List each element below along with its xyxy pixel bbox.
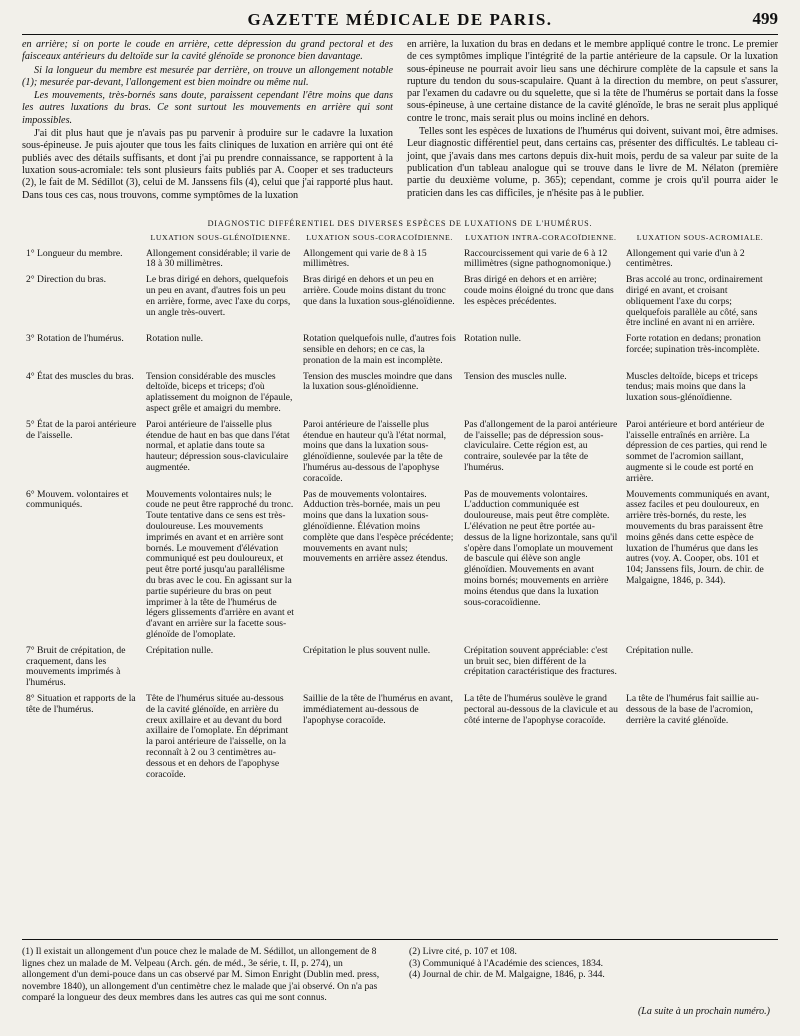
table-cell: Bras dirigé en dehors et en arrière; coude moins éloigné du tronc que dans les espèces précédentes. <box>464 274 614 307</box>
table-title: DIAGNOSTIC DIFFÉRENTIEL DES DIVERSES ESPÈCES DE LUXATIONS DE L'HUMÉRUS. <box>207 218 593 228</box>
table-cell: Crépitation le plus souvent nulle. <box>303 644 431 656</box>
table-cell: Allongement considérable; il varie de 18 à 30 millimètres. <box>146 247 291 270</box>
row-label: 7° Bruit de crépitation, de craquement, dans les mouvements imprimés à l'humérus. <box>26 644 126 689</box>
footnotes-left <box>22 946 391 1004</box>
diagnostic-table <box>22 233 778 785</box>
table-cell: Rotation nulle. <box>464 333 522 345</box>
table-row <box>22 694 778 785</box>
table-header-row <box>22 233 778 249</box>
table-cell: Crépitation nulle. <box>146 644 214 656</box>
table-cell: Pas d'allongement de la paroi antérieure de l'aisselle; pas de dépression sous-claviculaire. Cette région est, au contraire, soulevée par la tête de l'humérus. <box>464 418 618 473</box>
intro-paragraph: J'ai dit plus haut que je n'avais pas pu parvenir à produire sur le cadavre la luxation sous-épineuse. Je puis ajouter que tous les faits cliniques de luxation en arrière qui ont été publiés avec des détails suffisants, et dont j'ai pu prendre connaissance, se rapportent à la luxation sous-acromiale: tels sont plusieurs faits publiés par A. Cooper et ses traducteurs (2), le fait de M. Sédillot (3), celui de M. Janssens fils (4), celui que j'ai rapporté plus haut. Dans tous ces cas, nous trouvons, comme symptômes de la luxation <box>22 128 393 201</box>
intro-paragraph: en arrière, la luxation du bras en dedans et le membre appliqué contre le tronc. Le premier de ces symptômes implique l'intégrité de la partie antérieure de la capsule. Or la luxation sous-épineuse ne pourrait avoir lieu sans une déchirure complète de la capsule et sans la rupture du tendon du sous-scapulaire. Quant à la direction du membre, on peut s'assurer, par l'examen du cadavre ou du squelette, que si la tête de l'humérus se portait dans la fosse sous-épineuse, à une certaine distance de la cavité glénoïde, le bras ne serait plus appliqué contre le tronc, mais serait plus ou moins incliné en dehors. <box>407 39 778 124</box>
table-cell: Allongement qui varie de 8 à 15 millimètres. <box>303 247 427 270</box>
table-cell: Rotation nulle. <box>146 333 204 345</box>
footnote-1: (1) Il existait un allongement d'un pouce chez le malade de M. Sédillot, un allongement de 8 lignes chez un malade de M. Velpeau (Arch. gén. de méd., 3e série, t. II, p. 274), un allongement d'un demi-pouce dans un cas observé par M. Simon Enright (Dublin med. press, novembre 1840), un allongement d'un centimètre chez le malade que j'ai observé. On n'a pas comparé la longueur des deux membres dans les autres cas qui me sont connus. <box>22 946 380 1004</box>
continued-note: (La suite à un prochain numéro.) <box>637 1006 770 1017</box>
column-header: LUXATION SOUS-GLÉNOÏDIENNE. <box>150 232 291 242</box>
table-cell: Paroi antérieure de l'aisselle plus étendue de haut en bas que dans l'état normal, et aplatie dans toute sa hauteur; dépression sous-claviculaire augmentée. <box>146 418 290 473</box>
footnote-4: (4) Journal de chir. de M. Malgaigne, 1846, p. 344. <box>409 969 605 981</box>
row-label: 6° Mouvem. volontaires et communiqués. <box>26 488 129 511</box>
table-cell: Le bras dirigé en dehors, quelquefois un peu en avant, d'autres fois un peu en arrière, forme, avec l'axe du corps, un angle très-ouvert. <box>146 274 291 318</box>
row-label: 4° État des muscles du bras. <box>26 370 134 382</box>
table-cell: Tension des muscles nulle. <box>464 370 567 382</box>
table-cell: La tête de l'humérus fait saillie au-dessous de la base de l'acromion, derrière la cavité glénoïde. <box>626 692 759 726</box>
footnote-3: (3) Communiqué à l'Académie des sciences, 1834. <box>409 957 604 969</box>
row-label: 3° Rotation de l'humérus. <box>26 333 124 345</box>
table-cell: Saillie de la tête de l'humérus en avant, immédiatement au-dessous de l'apophyse coracoïde. <box>303 692 453 726</box>
table-row <box>22 249 778 276</box>
table-row <box>22 420 778 490</box>
intro-paragraph: en arrière; si on porte le coude en arrière, cette dépression du grand pectoral et des faisceaux antérieurs du deltoïde sur la cavité glénoïde se prononce bien davantage. <box>22 39 393 63</box>
table-cell: La tête de l'humérus soulève le grand pectoral au-dessous de la clavicule et au côté interne de l'apophyse coracoïde. <box>464 692 618 726</box>
row-label: 2° Direction du bras. <box>26 274 107 286</box>
column-header: LUXATION INTRA-CORACOÏDIENNE. <box>465 232 617 242</box>
table-cell: Crépitation souvent appréciable: c'est un bruit sec, bien différent de la crépitation caractéristique des fractures. <box>464 644 617 678</box>
table-cell: Mouvements communiqués en avant, assez faciles et peu douloureux, en arrière très-bornés, du reste, les mouvements du bras paraissent être moins gênés dans cette espèce de luxation de l'humérus que dans les autres (voy. A. Cooper, obs. 101 et 104; Janssens fils, Journ. de chir. de Malgaigne, 1846, p. 344). <box>626 488 770 586</box>
table-cell: Tension des muscles moindre que dans la luxation sous-glénoïdienne. <box>303 370 453 393</box>
footnotes <box>22 939 778 1004</box>
table-cell: Rotation quelquefois nulle, d'autres fois sensible en dehors; en ce cas, la pronation de la main est incomplète. <box>303 333 456 366</box>
row-label: 5° État de la paroi antérieure de l'aisselle. <box>26 418 137 441</box>
table-cell: Bras accolé au tronc, ordinairement dirigé en avant, et croisant obliquement l'axe du corps; quelquefois parallèle au côté, sans être incliné en avant ni en arrière. <box>626 274 763 329</box>
table-cell: Forte rotation en dedans; pronation forcée; supination très-incomplète. <box>626 333 761 356</box>
row-label-header <box>22 233 142 249</box>
intro-right-column <box>407 39 778 203</box>
table-body <box>22 249 778 786</box>
row-label: 1° Longueur du membre. <box>26 247 123 259</box>
table-cell: Tension considérable des muscles deltoïde, biceps et triceps; d'où aplatissement du moignon de l'épaule, aspect grêle et amaigri du membre. <box>146 370 293 415</box>
table-cell: Raccourcissement qui varie de 6 à 12 millimètres (signe pathognomonique.) <box>464 247 611 270</box>
table-row <box>22 372 778 420</box>
column-header: LUXATION SOUS-CORACOÏDIENNE. <box>306 232 453 242</box>
table-cell: Mouvements volontaires nuls; le coude ne peut être rapproché du tronc. Toute tentative dans ce sens est très-douloureuse. Les mouvements imprimés en avant et en arrière sont bornés. Le mouvement d'élévation communiqué est peu douloureux, et peut être porté jusqu'au parallélisme du bras avec le cou. En agissant sur la partie supérieure du bras on peut imprimer à la tête de l'humérus de légers glissements d'arrière en avant et d'avant en arrière sur la facette sous-glénoïde de l'omoplate. <box>146 488 294 640</box>
table-cell: Tête de l'humérus située au-dessous de la cavité glénoïde, en arrière du creux axillaire et au devant du bord axillaire de l'omoplate. En déprimant la paroi antérieure de l'aisselle, on la reconnaît à 2 ou 3 centimètres au-dessous et en dehors de l'apophyse coracoïde. <box>146 692 289 780</box>
table-cell: Bras dirigé en dehors et un peu en arrière. Coude moins distant du tronc que dans la luxation sous-glénoïdienne. <box>303 274 455 307</box>
table-cell: Muscles deltoïde, biceps et triceps tendus; mais moins que dans la luxation sous-glénoïdienne. <box>626 370 758 404</box>
intro-left-column <box>22 39 393 203</box>
table-row <box>22 646 778 694</box>
intro-paragraph: Telles sont les espèces de luxations de l'humérus qui doivent, suivant moi, être admises. Leur diagnostic différentiel peut, dans certains cas, présenter des difficultés. Le tableau ci-joint, que j'avais dans mes cartons depuis dix-huit mois, perdu de sa valeur par suite de la publication d'un tableau analogue qui se trouve dans le livre de M. Nélaton (première partie du deuxième volume, p. 365); cependant, comme je crois qu'il pourra aider le praticien dans les cas difficiles, je n'hésite pas à le publier. <box>407 126 778 199</box>
table-row <box>22 490 778 646</box>
table-cell: Paroi antérieure de l'aisselle plus étendue en hauteur qu'à l'état normal, moins que dans la luxation sous-glénoïdienne, soulevée par la tête de l'humérus au-dessous de l'apophyse coracoïde. <box>303 418 447 484</box>
table-row <box>22 334 778 371</box>
intro-paragraph: Les mouvements, très-bornés sans doute, paraissent cependant l'être moins que dans les autres luxations du bras. Ce sont surtout les mouvements en arrière qui sont impossibles. <box>22 90 393 126</box>
page-header <box>22 6 778 35</box>
footnote-2: (2) Livre cité, p. 107 et 108. <box>409 946 517 957</box>
row-label: 8° Situation et rapports de la tête de l'humérus. <box>26 692 136 715</box>
table-cell: Pas de mouvements volontaires. Adduction très-bornée, mais un peu moins que dans la luxation sous-glénoïdienne. Élévation moins complète que dans l'espèce précédente; mouvements en avant nuls; mouvements en arrière assez étendus. <box>303 488 454 565</box>
intro-paragraph: Si la longueur du membre est mesurée par derrière, on trouve un allongement notable (1); mesurée par-devant, l'allongement est bien moindre ou même nul. <box>22 64 393 88</box>
intro-text <box>22 39 778 203</box>
journal-title: GAZETTE MÉDICALE DE PARIS. <box>247 10 553 29</box>
table-cell: Allongement qui varie d'un à 2 centimètres. <box>626 247 745 270</box>
page-number: 499 <box>752 9 778 28</box>
table-cell: Pas de mouvements volontaires. L'adduction communiquée est douloureuse, mais peut être complète. L'élévation ne peut être portée au-dessus de la ligne horizontale, sans qu'il s'opère dans l'omoplate un mouvement de bascule qui élève son angle glénoïdien. Mouvements en avant moins bornés; mouvements en arrière moins étendus que dans la luxation sous-coracoïdienne. <box>464 488 618 608</box>
table-cell: Crépitation nulle. <box>626 644 694 656</box>
table-cell: Paroi antérieure et bord antérieur de l'aisselle entraînés en arrière. La dépression de ces parties, qui rend le sommet de l'acromion saillant, augmente si le coude est porté en arrière. <box>626 418 767 484</box>
footnotes-right <box>409 946 778 1004</box>
table-row <box>22 275 778 334</box>
column-header: LUXATION SOUS-ACROMIALE. <box>636 232 764 242</box>
